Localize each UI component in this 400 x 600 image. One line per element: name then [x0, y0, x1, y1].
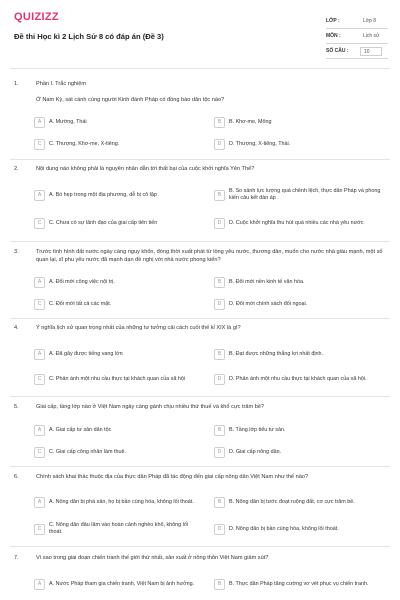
option-b[interactable]	[214, 275, 384, 289]
option-text: C. Chưa có sự lãnh đạo của giai cấp tiên tiến	[49, 219, 158, 226]
option-letter-box: D	[214, 299, 225, 310]
option-a[interactable]	[34, 495, 199, 509]
meta-label: MÔN :	[326, 33, 341, 39]
option-d[interactable]	[214, 297, 384, 311]
question-7-row	[14, 555, 390, 563]
page-title: Đề thi Học kì 2 Lịch Sử 8 có đáp án (Đề 3)	[14, 32, 164, 41]
meta-label: LỚP :	[326, 18, 340, 24]
question-text: Chính sách khai thác thuộc địa của thực dân Pháp đã tác động đến giai cấp nông dân Việt Nam như thế nào?	[36, 474, 309, 480]
question-number: 5.	[14, 404, 19, 410]
option-text: C. Thượng, Khơ-me, X-tiêng.	[49, 140, 120, 147]
option-letter-box: A	[34, 497, 45, 508]
option-letter-box: B	[214, 349, 225, 360]
question-1-section-row	[14, 81, 390, 89]
option-c[interactable]	[34, 372, 197, 386]
option-c[interactable]	[34, 522, 197, 536]
option-text: A. Nông dân bị phá sản, họ bị bần cùng hóa, không lối thoát.	[49, 498, 194, 505]
option-letter-box: C	[34, 218, 45, 229]
option-letter-box: A	[34, 579, 45, 590]
question-divider	[10, 466, 390, 467]
option-d[interactable]	[214, 522, 389, 536]
question-text: Ở Nam Kỳ, sát cánh cùng người Kinh đánh Pháp có đồng bào dân tộc nào?	[36, 97, 225, 103]
option-text: B. Thực dân Pháp tăng cường vơ vét phục vụ chiến tranh.	[229, 580, 369, 587]
option-letter-box: A	[34, 277, 45, 288]
question-2-row	[14, 166, 390, 174]
meta-value: Lớp 8	[363, 18, 377, 24]
option-b[interactable]	[214, 188, 384, 202]
question-text: Trước tình hình đất nước ngày càng nguy khốn, đòng thời xuất phát từ lòng yêu nước, thương dân, muốn cho nước nhà giàu mạnh, một số quan lại, sĩ phu yêu nước đã mạnh dạn đề nghị với nhà nước phong kiến?	[36, 249, 383, 263]
question-divider	[10, 396, 390, 397]
option-letter-box: B	[214, 277, 225, 288]
option-c[interactable]	[34, 297, 199, 311]
meta-box	[326, 14, 388, 59]
option-text: D. Giai cấp nông dân.	[229, 448, 282, 455]
option-text: A. Mường, Thái	[49, 118, 87, 125]
option-text: A. Nước Pháp tham gia chiến tranh, Việt Nam bị ảnh hưởng.	[49, 580, 195, 587]
option-text: A. Đổi mới công việc nội trị.	[49, 278, 115, 285]
meta-label: SỐ CÂU :	[326, 48, 349, 54]
option-text: C. Nông dân đâu lâm vào hoàn cảnh nghèo khổ, không lối thoát.	[49, 522, 189, 535]
page-header	[0, 0, 400, 64]
option-letter-box: D	[214, 374, 225, 385]
option-letter-box: C	[34, 374, 45, 385]
question-number: 2.	[14, 166, 19, 172]
option-text: D. Đổi mới chính sách đối ngoại.	[229, 300, 308, 307]
option-letter-box: D	[214, 524, 225, 535]
option-c[interactable]	[34, 137, 199, 151]
option-a[interactable]	[34, 577, 199, 591]
option-text: B. So sánh lực lượng quá chênh lệch, thực dân Pháp và phong kiến câu kết đàn áp	[229, 188, 381, 201]
option-c[interactable]	[34, 216, 199, 230]
question-text: Nội dung nào không phải là nguyên nhân dẫn tới thất bại của cuộc khởi nghĩa Yên Thế?	[36, 166, 255, 172]
option-text: B. Nông dân bị tước đoạt ruộng đất, cơ cực trăm bề.	[229, 498, 355, 505]
option-letter-box: D	[214, 218, 225, 229]
option-b[interactable]	[214, 495, 384, 509]
option-d[interactable]	[214, 445, 384, 459]
question-5-row	[14, 404, 390, 412]
option-letter-box: A	[34, 349, 45, 360]
option-c[interactable]	[34, 445, 199, 459]
question-number: 1.	[14, 81, 19, 87]
question-divider	[10, 546, 390, 547]
question-text: Giai cấp, tầng lớp nào ở Việt Nam ngày càng gánh chịu nhiều thứ thuế và khổ cực trăm bề?	[36, 404, 265, 410]
option-d[interactable]	[214, 216, 384, 230]
question-4-row	[14, 325, 390, 333]
meta-row-subject	[326, 29, 388, 44]
option-text: A. Giai cấp tư sản dân tộc	[49, 426, 112, 433]
question-3-row	[14, 249, 390, 264]
question-divider	[10, 241, 390, 242]
option-letter-box: B	[214, 497, 225, 508]
option-a[interactable]	[34, 275, 199, 289]
quizizz-logo: QUIZIZZ	[14, 11, 59, 23]
option-a[interactable]	[34, 188, 199, 202]
question-divider	[10, 318, 390, 319]
option-d[interactable]	[214, 372, 384, 386]
option-a[interactable]	[34, 347, 199, 361]
option-letter-box: B	[214, 117, 225, 128]
question-divider	[10, 159, 390, 160]
option-text: C. Phản ánh một nhu cầu thực tại khách quan của xã hội	[49, 375, 186, 382]
meta-value: 10	[360, 47, 382, 56]
section-heading: Phần I. Trắc nghiệm	[36, 81, 87, 87]
option-b[interactable]	[214, 115, 384, 129]
option-text: B. Đạt được những thắng lợi nhất định.	[229, 350, 324, 357]
option-b[interactable]	[214, 347, 384, 361]
option-text: B. Tầng lớp tiểu tư sản.	[229, 426, 286, 433]
option-letter-box: C	[34, 139, 45, 150]
option-text: D. Cuộc khởi nghĩa thu hút quá nhiều các nhà yêu nước	[229, 219, 364, 226]
option-text: C. Đổi mới tất cả các mặt.	[49, 300, 112, 307]
option-letter-box: C	[34, 447, 45, 458]
option-letter-box: A	[34, 117, 45, 128]
option-a[interactable]	[34, 115, 199, 129]
option-text: A. Đã gây được tiếng vang lớn	[49, 350, 123, 357]
option-text: D. Phản ánh một nhu cầu thực tại khách quan của xã hội.	[229, 375, 367, 382]
meta-value: Lịch sử	[363, 33, 380, 39]
option-b[interactable]	[214, 423, 384, 437]
meta-row-count	[326, 44, 388, 59]
option-letter-box: A	[34, 425, 45, 436]
question-number: 4.	[14, 325, 19, 331]
option-b[interactable]	[214, 577, 384, 591]
option-letter-box: B	[214, 425, 225, 436]
option-text: B. Khơ-me, Mông	[229, 118, 272, 125]
question-number: 3.	[14, 249, 19, 255]
option-letter-box: D	[214, 139, 225, 150]
question-number: 7.	[14, 555, 19, 561]
option-text: D. Thượng, X-tiêng, Thái.	[229, 140, 291, 147]
option-text: C. Giai cấp công nhân làm thuê.	[49, 448, 127, 455]
question-text: Ý nghĩa lịch sử quan trọng nhất của những tư tưởng cải cách cuối thế kỉ XIX là gì?	[36, 325, 241, 331]
question-6-row	[14, 474, 390, 482]
option-text: B. Đổi mới nền kinh tế văn hóa.	[229, 278, 305, 285]
option-letter-box: A	[34, 190, 45, 201]
meta-row-class	[326, 14, 388, 29]
question-number: 6.	[14, 474, 19, 480]
option-letter-box: C	[34, 299, 45, 310]
option-d[interactable]	[214, 137, 384, 151]
option-a[interactable]	[34, 423, 199, 437]
option-text: D. Nông dân bị bần cùng hóa, không lối thoát.	[229, 525, 339, 532]
option-letter-box: B	[214, 190, 225, 201]
option-letter-box: B	[214, 579, 225, 590]
header-divider	[10, 68, 390, 69]
option-text: A. Bó hẹp trong một địa phương, dễ bị cô lập	[49, 191, 157, 198]
option-letter-box: D	[214, 447, 225, 458]
option-letter-box: C	[34, 524, 45, 535]
question-text: Vì sao trong giai đoạn chiến tranh thế giới thứ nhất, sản xuất ở nông thôn Việt Nam giảm sút?	[36, 555, 269, 561]
